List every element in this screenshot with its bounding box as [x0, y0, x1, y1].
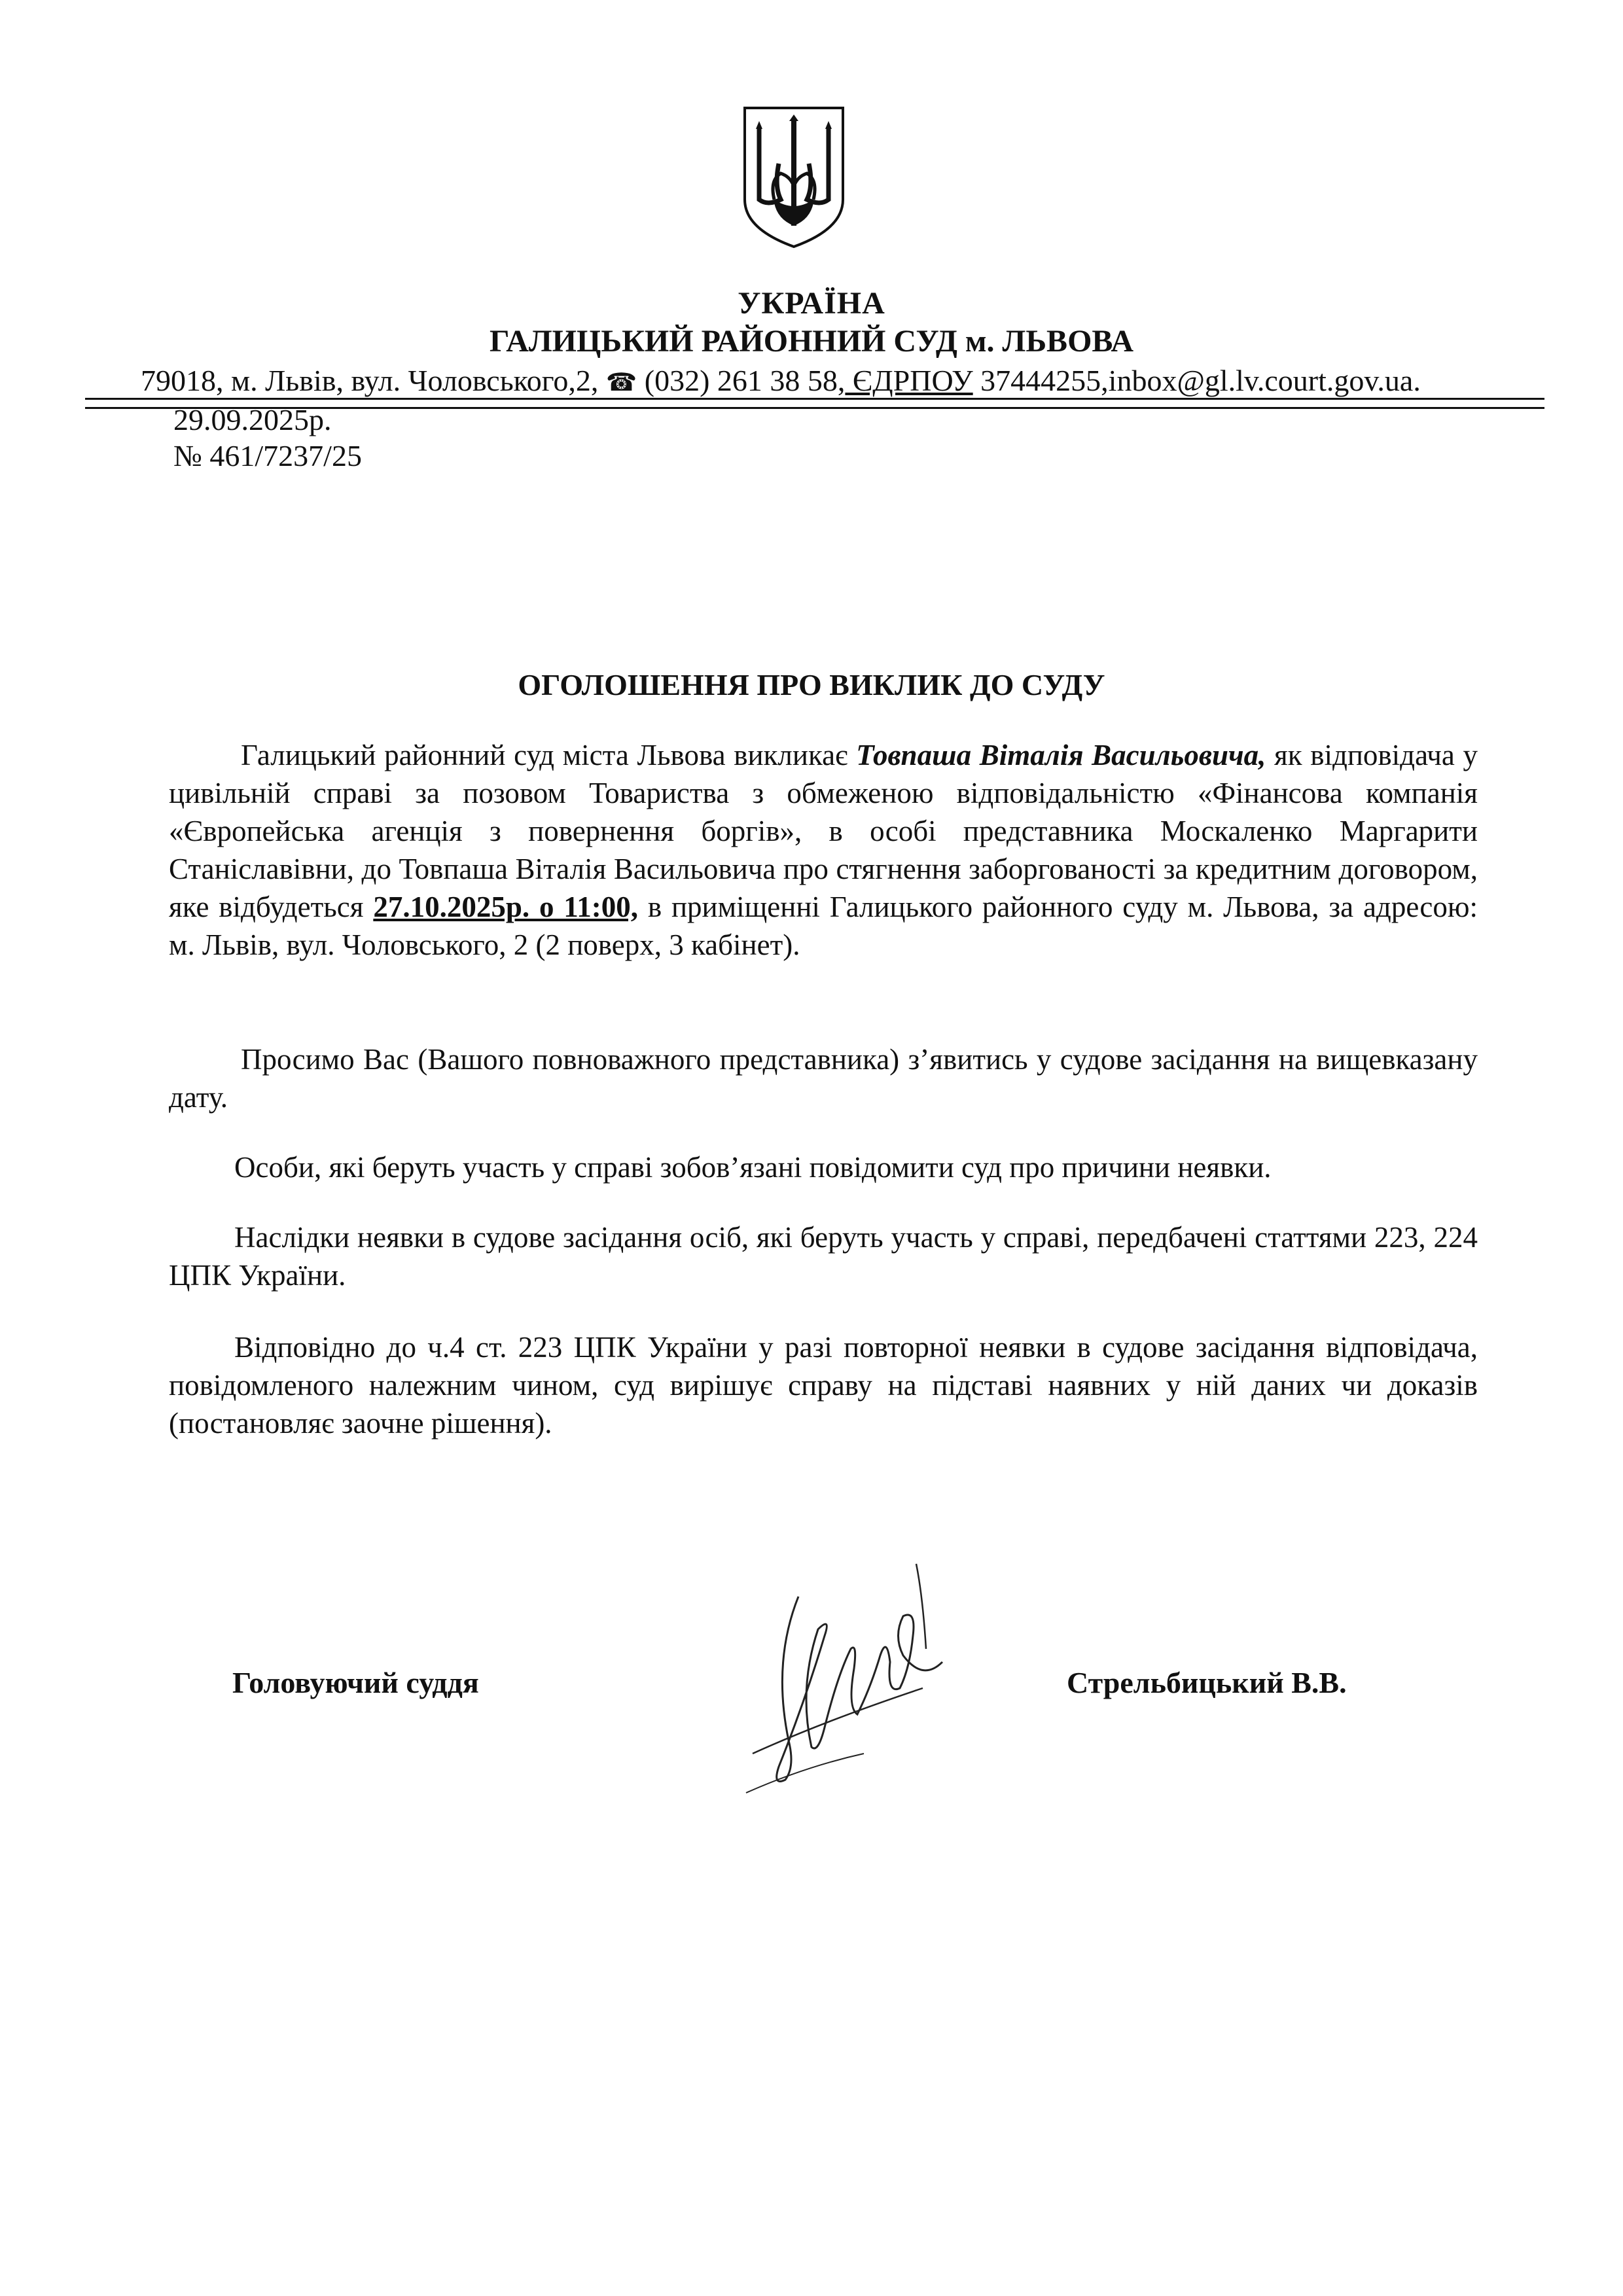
telephone-icon: ☎: [605, 369, 637, 397]
paragraph-consequences: Наслідки неявки в судове засідання осіб, які беруть участь у справі, передбачені статтями 223, 224 ЦПК України.: [169, 1221, 1478, 1292]
handwritten-signature-icon: [726, 1557, 962, 1799]
summons-intro: Галицький районний суд міста Львова викликає: [241, 739, 857, 771]
country-name: УКРАЇНА: [738, 286, 885, 321]
summons-location: в приміщенні Галицького районного суду м. Львова, за адресою: м. Львів, вул. Чоловського, 2 (2 поверх, 3 кабінет).: [169, 891, 1478, 961]
court-name: ГАЛИЦЬКИЙ РАЙОННИЙ СУД м. ЛЬВОВА: [489, 324, 1134, 359]
paragraph-request: Просимо Вас (Вашого повноважного представника) з’явитись у судове засідання на вищевказану дату.: [169, 1043, 1478, 1114]
paragraph-obligation: Особи, які беруть участь у справі зобов’язані повідомити суд про причини неявки.: [234, 1151, 1272, 1184]
judge-role: Головуючий суддя: [232, 1666, 479, 1699]
case-number: № 461/7237/25: [173, 439, 362, 472]
header-divider-top: [85, 398, 1544, 400]
court-phone: (032) 261 38 58,: [644, 364, 846, 397]
court-address-line: [141, 363, 1548, 398]
paragraph-default-judgment: Відповідно до ч.4 ст. 223 ЦПК України у разі повторної неявки в судове засідання відповідача, повідомленого належним чином, суд вирішує справу на підставі наявних у ній даних чи доказів (постановляє заочне рішення).: [169, 1331, 1478, 1439]
summons-details: як відповідача у цивільній справі за позовом Товариства з обмеженою відповідальністю «Фінансова компанія «Європейська агенція з повернення боргів», в особі представника Москаленко Маргарити Станіславівни, до Товпаша Віталія Васильовича про стягнення заборгованості за кредитним договором, яке відбудеться: [169, 739, 1478, 923]
paragraph-summons: [169, 736, 1478, 964]
hearing-datetime: 27.10.2025р. о 11:00,: [373, 891, 639, 923]
judge-name: Стрельбицький В.В.: [1067, 1666, 1347, 1699]
edrpou-label: ЄДРПОУ: [845, 364, 973, 397]
defendant-name: Товпаша Віталія Васильовича,: [856, 739, 1266, 771]
document-title: ОГОЛОШЕННЯ ПРО ВИКЛИК ДО СУДУ: [518, 668, 1105, 701]
court-address: 79018, м. Львів, вул. Чоловського,2,: [141, 364, 606, 397]
trident-emblem-icon: [738, 101, 849, 252]
document-date: 29.09.2025р.: [173, 403, 332, 436]
edrpou-email: 37444255,inbox@gl.lv.court.gov.ua.: [972, 364, 1421, 397]
